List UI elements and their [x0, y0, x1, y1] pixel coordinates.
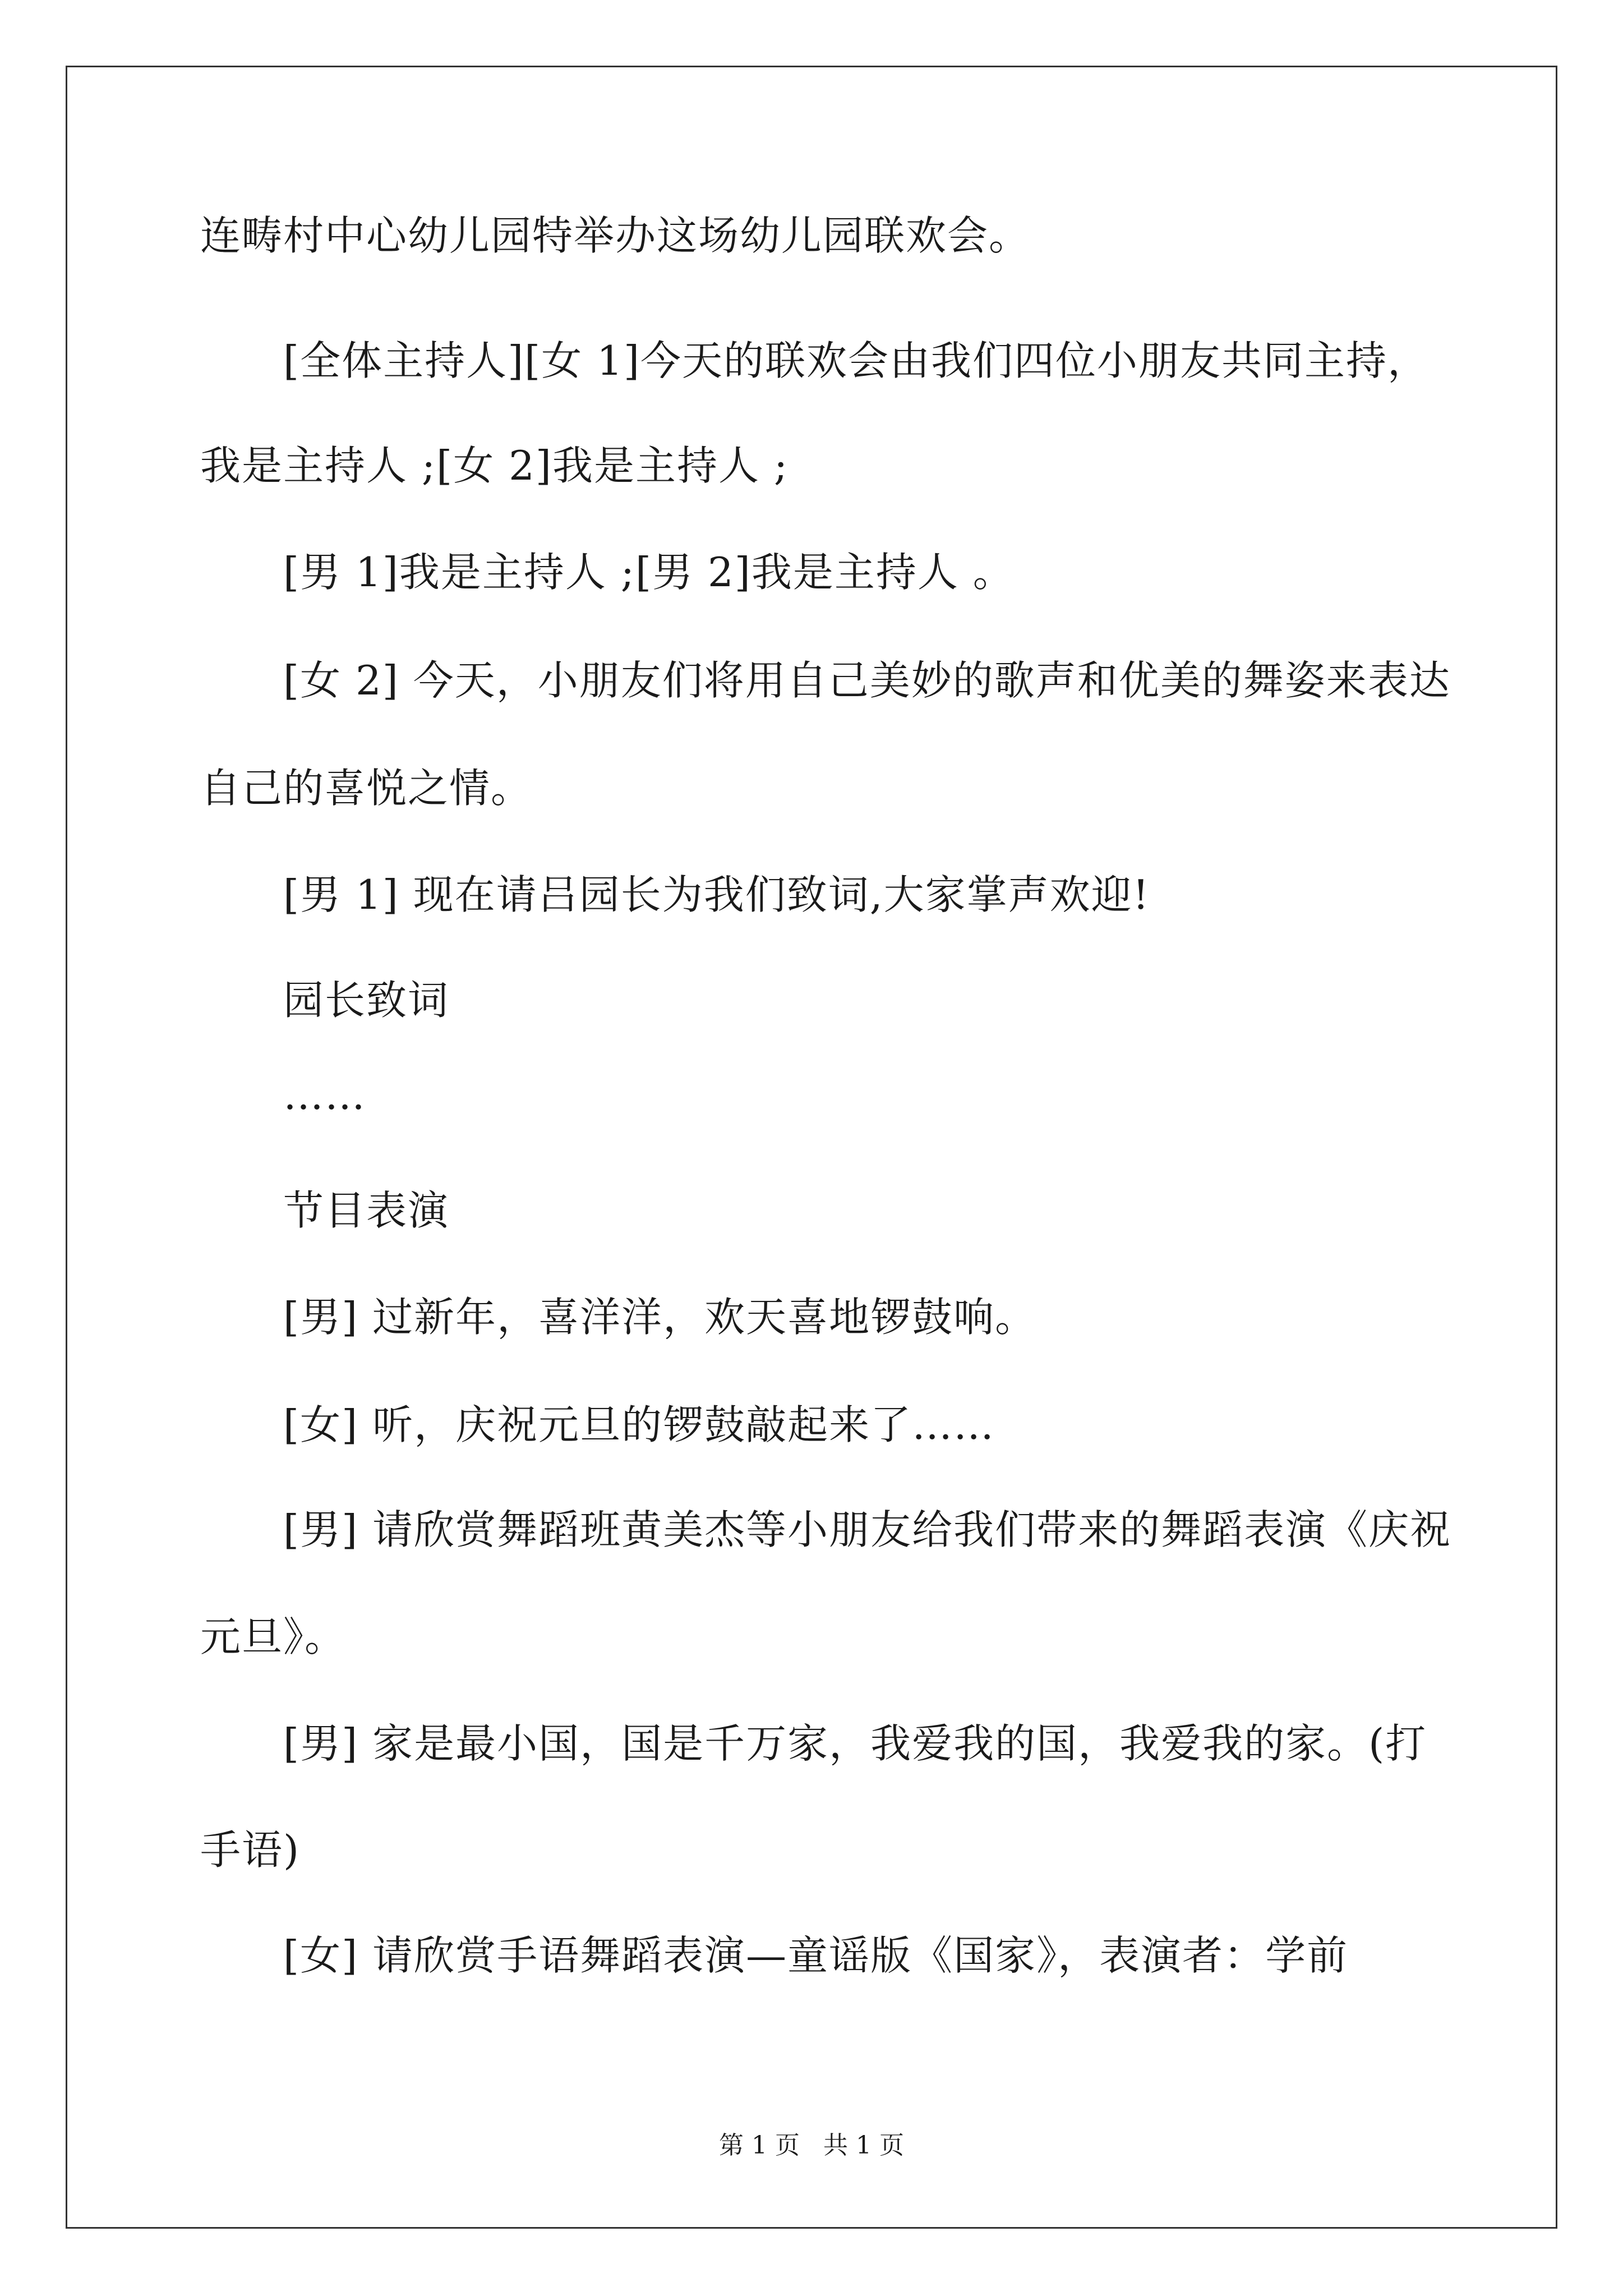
text-line: 元旦》。: [200, 1613, 347, 1660]
text-line: 节目表演: [283, 1187, 450, 1234]
page-total: 共 1 页: [823, 2131, 904, 2160]
text-line: 手语): [200, 1826, 301, 1874]
text-line: [女 2] 今天，小朋友们将用自己美妙的歌声和优美的舞姿来表达: [283, 657, 1451, 704]
page-border: [66, 66, 1557, 2229]
page-number: 第 1 页: [719, 2131, 800, 2160]
text-line: 我是主持人 ;[女 2]我是主持人 ;: [200, 442, 789, 489]
text-line: [男] 请欣赏舞蹈班黄美杰等小朋友给我们带来的舞蹈表演《庆祝: [283, 1506, 1452, 1553]
text-line: [全体主持人][女 1]今天的联欢会由我们四位小朋友共同主持，: [283, 337, 1430, 384]
text-line: 自己的喜悦之情。: [200, 765, 533, 812]
text-line: ……: [283, 1071, 366, 1119]
page-footer: [0, 2129, 1623, 2162]
text-line: [女] 请欣赏手语舞蹈表演—童谣版《国家》，表演者：学前: [283, 1932, 1349, 1979]
text-line: [男] 家是最小国，国是千万家，我爱我的国，我爱我的家。(打: [283, 1720, 1427, 1767]
text-line: [男] 过新年，喜洋洋，欢天喜地锣鼓响。: [283, 1294, 1037, 1341]
text-line: [男 1]我是主持人 ;[男 2]我是主持人 。: [283, 549, 1015, 596]
text-line: [女] 听，庆祝元旦的锣鼓敲起来了……: [283, 1401, 995, 1448]
text-line: 连畴村中心幼儿园特举办这场幼儿园联欢会。: [200, 212, 1031, 259]
text-line: 园长致词: [283, 977, 450, 1024]
text-line: [男 1] 现在请吕园长为我们致词,大家掌声欢迎!: [283, 871, 1150, 918]
